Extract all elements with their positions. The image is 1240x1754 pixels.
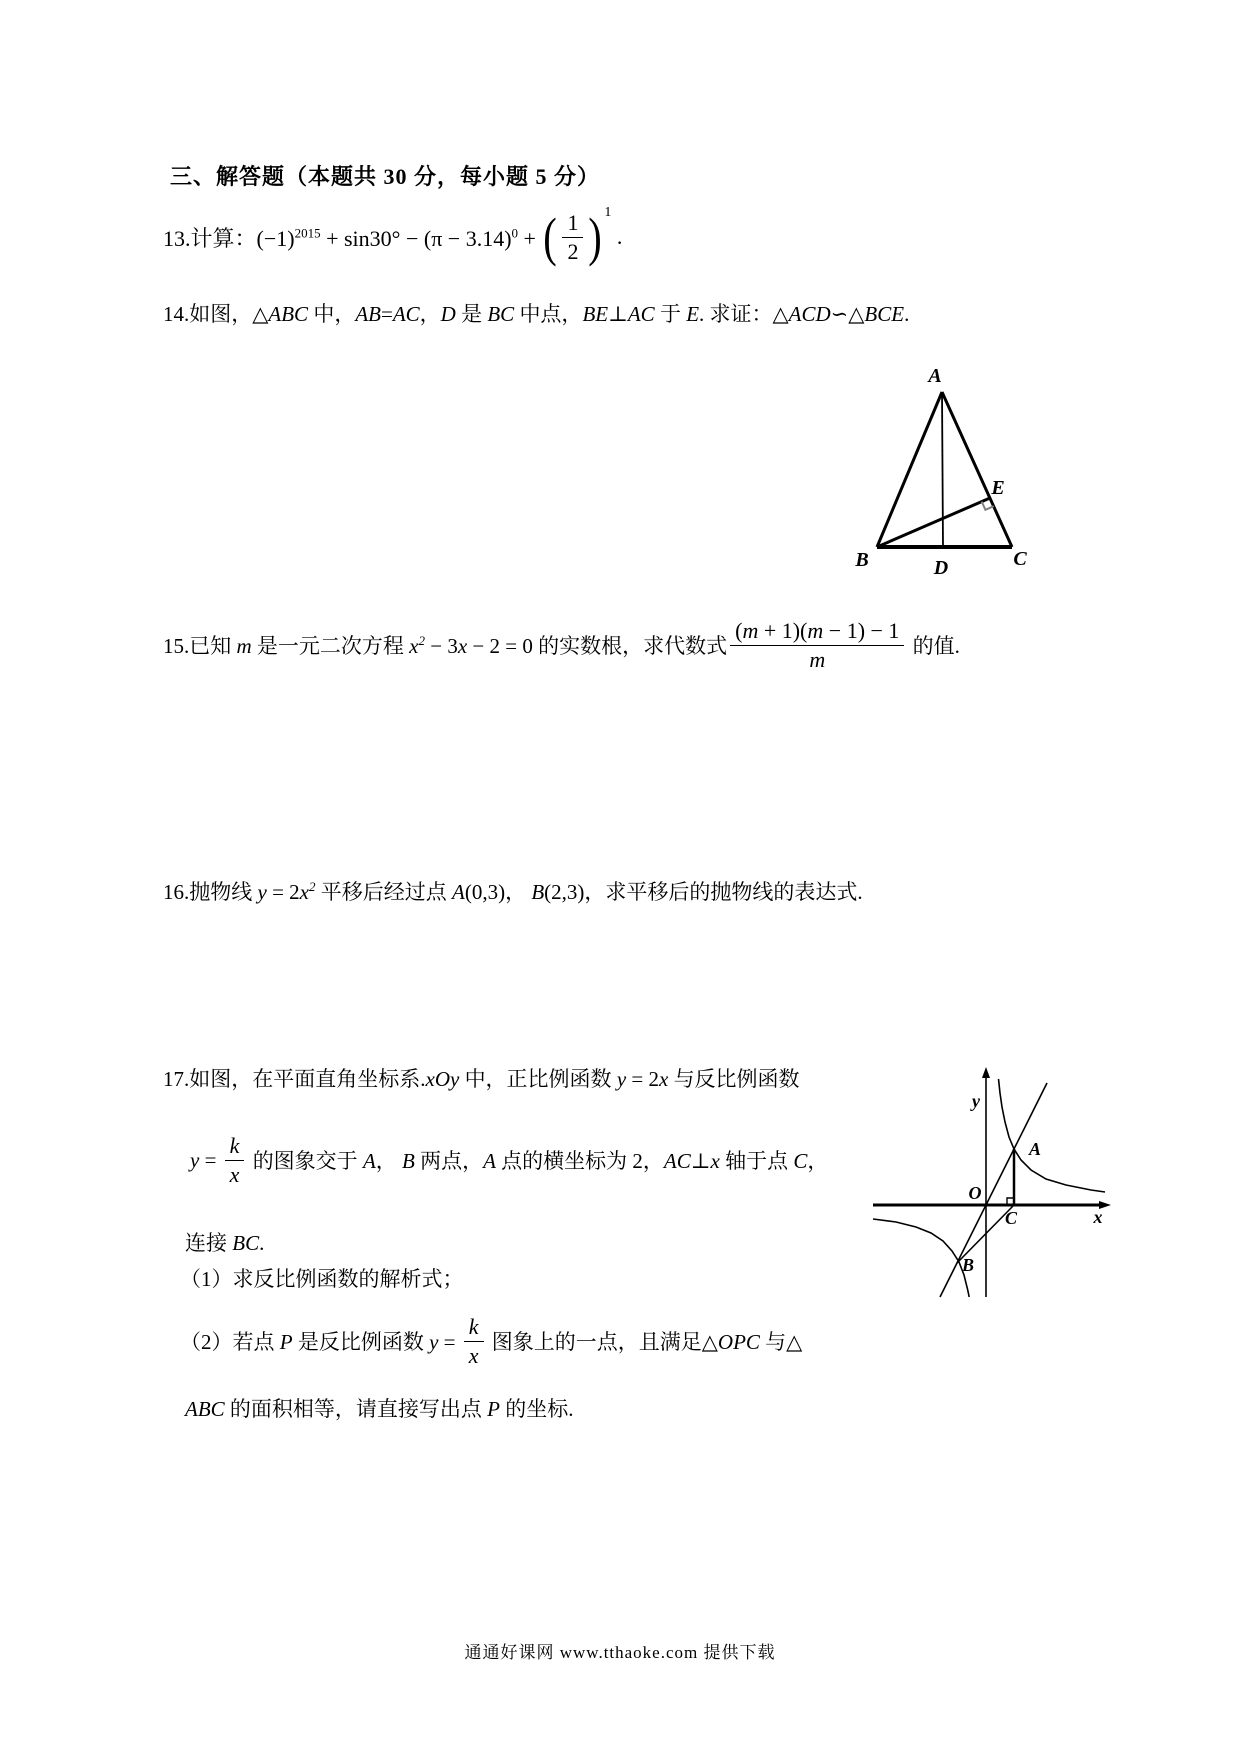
y-axis-arrow bbox=[982, 1067, 990, 1078]
problem-17-item2 bbox=[180, 1303, 802, 1379]
segment-AD bbox=[942, 392, 943, 547]
line-y-equals-2x bbox=[940, 1083, 1047, 1297]
label-origin: O bbox=[968, 1183, 982, 1203]
fraction-numerator: 1 bbox=[562, 210, 583, 237]
problem-13-text: 13.计算：$(-1)^{2015} + \sin 30^\circ - (\pi - 3.14)^0$ + bbox=[163, 225, 542, 251]
label-y-axis: y bbox=[972, 1091, 980, 1111]
line2-prefix: y = bbox=[190, 1147, 222, 1172]
fraction-m-expression bbox=[730, 618, 904, 671]
label-C: C bbox=[1004, 1208, 1018, 1228]
fraction-numerator: k bbox=[464, 1314, 484, 1341]
problem-17-line2 bbox=[190, 1122, 828, 1198]
fraction-numerator: (m + 1)(m − 1) − 1 bbox=[730, 618, 904, 645]
fraction-denominator: m bbox=[809, 646, 826, 672]
hyperbola-branch-q3 bbox=[873, 1219, 969, 1297]
coordinate-figure bbox=[853, 1063, 1113, 1303]
problem-14: 14.如图，△ABC 中，AB=AC，D 是 BC 中点，BE⊥AC 于 E. 求证：△ACD∽△BCE. bbox=[163, 302, 910, 326]
problem-17-line3: 连接 BC. bbox=[185, 1231, 265, 1255]
problem-13: 13.计算：$(-1)^{2015} + \sin 30^\circ - (\pi - 3.14)^0$ + ( $\frac{1}{2}$ ) $^1$ . bbox=[163, 205, 623, 267]
problem-15-tail: 的值. bbox=[907, 634, 960, 658]
problem-16: 16.抛物线 $y = 2x^2$ 平移后经过点 A(0,3)， B(2,3)，求平移后的抛物线的表达式. bbox=[163, 879, 863, 904]
fraction-denominator: x bbox=[468, 1342, 479, 1368]
section-header: 三、解答题（本题共 30 分，每小题 5 分） bbox=[170, 164, 601, 189]
fraction-denominator: 2 bbox=[567, 238, 579, 264]
line2-suffix: 的图象交于 A， B 两点，A 点的横坐标为 2，AC⊥x 轴于点 C， bbox=[247, 1149, 829, 1173]
label-A: A bbox=[928, 365, 942, 387]
label-A: A bbox=[1029, 1139, 1042, 1159]
problem-17-item2-tail: ABC 的面积相等，请直接写出点 P 的坐标. bbox=[185, 1397, 574, 1421]
label-B: B bbox=[855, 549, 869, 571]
footer-watermark: 通通好课网 www.tthaoke.com 提供下载 bbox=[464, 1643, 776, 1662]
problem-15 bbox=[163, 602, 960, 688]
item2-prefix: （2）若点 P 是反比例函数 y = bbox=[180, 1330, 461, 1354]
fraction-numerator: k bbox=[225, 1133, 245, 1160]
item2-suffix: 图象上的一点，且满足△OPC 与△ bbox=[486, 1330, 803, 1354]
label-D: D bbox=[933, 557, 949, 579]
fraction-denominator: x bbox=[229, 1161, 240, 1187]
exponent: 1 bbox=[604, 205, 612, 220]
label-C: C bbox=[1013, 548, 1027, 570]
problem-15-text: 15.已知 m 是一元二次方程 $x^2 - 3x - 2 = 0$ 的实数根，求代数式 bbox=[163, 633, 728, 658]
fraction-k-over-x bbox=[464, 1314, 484, 1367]
period: . bbox=[611, 224, 623, 249]
label-E: E bbox=[991, 477, 1005, 499]
fraction-one-half bbox=[562, 210, 583, 263]
label-x-axis: x bbox=[1093, 1207, 1103, 1227]
problem-17-line1: 17.如图，在平面直角坐标系.xOy 中，正比例函数 y = 2x 与反比例函数 bbox=[163, 1067, 800, 1091]
problem-17-item1: （1）求反比例函数的解析式； bbox=[180, 1267, 464, 1291]
label-B: B bbox=[962, 1255, 975, 1275]
side-AC bbox=[942, 392, 1012, 547]
fraction-k-over-x bbox=[225, 1133, 245, 1186]
triangle-figure bbox=[850, 358, 1050, 593]
